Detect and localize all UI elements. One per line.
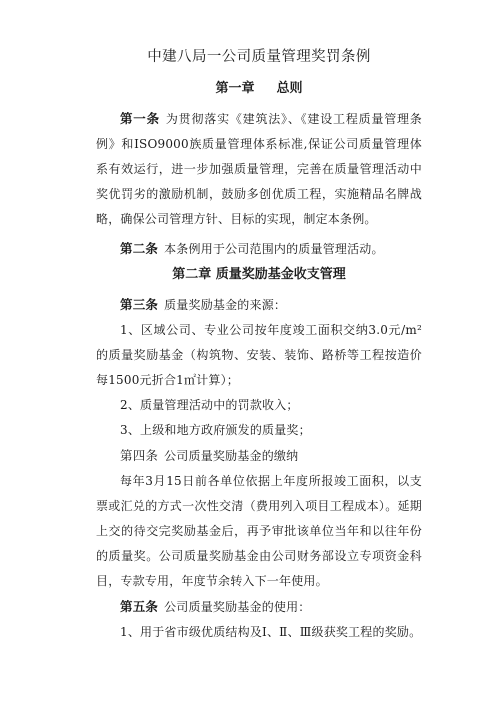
article-2-text: 本条例用于公司范围内的质量管理活动。 [164, 242, 384, 256]
article-3-text: 质量奖励基金的来源： [164, 298, 287, 312]
article-4-label: 第四条 [120, 448, 159, 463]
article-5-item-1: 1、用于省市级优质结构及Ⅰ、Ⅱ、Ⅲ级获奖工程的奖励。 [120, 625, 422, 639]
article-1-label: 第一条 [120, 111, 160, 126]
article-4-text: 公司质量奖励基金的缴纳 [164, 449, 299, 463]
article-3-item-1: 1、区域公司、专业公司按年度竣工面积交纳3.0元/m²的质量奖励基金（构筑物、安装、装饰、路桥等工程按造价每1500元折合1㎡计算）； [96, 323, 422, 387]
article-3-item-2: 2、质量管理活动中的罚款收入； [120, 398, 299, 412]
article-5-text: 公司质量奖励基金的使用： [164, 600, 311, 614]
document-title: 中建八局一公司质量管理奖罚条例 [147, 49, 371, 65]
article-2 [96, 236, 422, 262]
article-5 [96, 594, 422, 620]
article-1 [96, 106, 422, 232]
chapter-2-number: 第二章 [172, 267, 212, 282]
article-3 [96, 292, 422, 318]
chapter-1-number: 第一章 [215, 81, 255, 96]
article-4 [96, 443, 422, 469]
article-3-label: 第三条 [120, 297, 159, 312]
article-1-text: 为贯彻落实《建筑法》、《建设工程质量管理条例》和ISO9000族质量管理体系标准,保证公司质量管理体系有效运行，进一步加强质量管理，完善在质量管理活动中奖优罚劣的激励机制，鼓励多创优质工程，实施精品名牌战略，确保公司管理方针、目标的实现，制定本条例。 [96, 112, 422, 226]
article-5-label: 第五条 [120, 599, 159, 614]
article-2-label: 第二条 [120, 241, 159, 256]
article-4-paragraph: 每年3月15日前各单位依据上年度所报竣工面积，以支票或汇兑的方式一次性交清（费用列入项目工程成本）。延期上交的待交完奖励基金后，再予审批该单位当年和以往年份的质量奖。公司质量奖励基金由公司财务部设立专项资金科目，专款专用，年度节余转入下一年使用。 [96, 474, 422, 588]
chapter-2-name: 质量奖励基金收支管理 [215, 267, 346, 282]
chapter-2-heading [96, 266, 422, 284]
chapter-1-heading [96, 80, 422, 98]
chapter-1-name: 总则 [276, 81, 303, 96]
article-3-item-3: 3、上级和地方政府颁发的质量奖； [120, 423, 311, 437]
